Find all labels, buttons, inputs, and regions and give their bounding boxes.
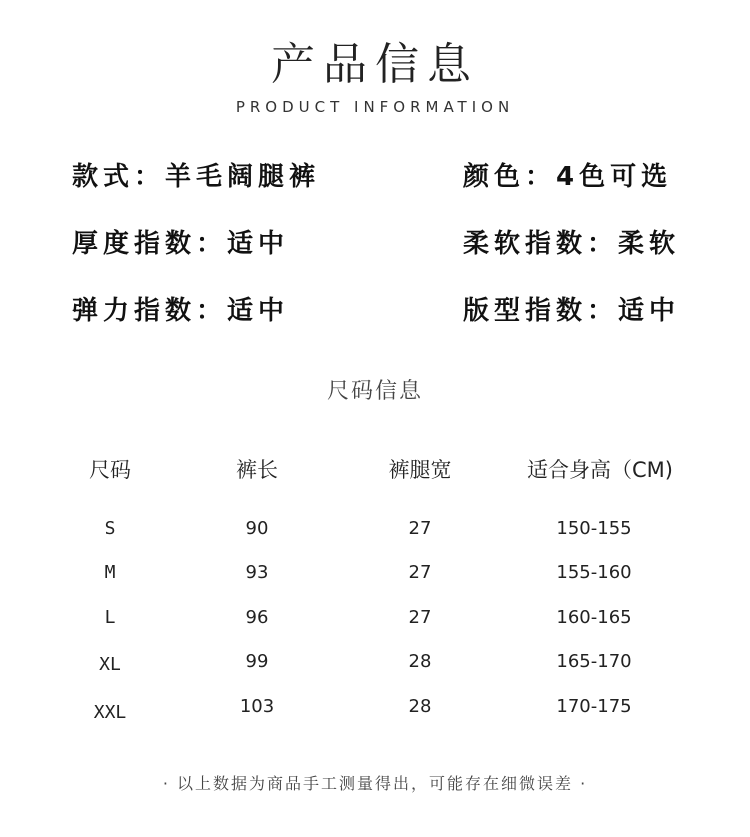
cell-size: XXL bbox=[93, 702, 127, 723]
header-size: 尺码 bbox=[89, 458, 131, 482]
cell-leg-width: 28 bbox=[408, 651, 432, 672]
info-thickness: 厚度指数：适中 bbox=[72, 229, 290, 259]
cell-size: L bbox=[104, 607, 116, 628]
cell-size: M bbox=[104, 562, 116, 583]
cell-height: 160-165 bbox=[556, 607, 632, 628]
cell-leg-width: 27 bbox=[408, 518, 432, 539]
cell-height: 170-175 bbox=[556, 696, 632, 717]
cell-leg-width: 27 bbox=[408, 607, 432, 628]
cell-height: 165-170 bbox=[556, 651, 632, 672]
header-leg-width: 裤腿宽 bbox=[388, 458, 452, 482]
size-section-title: 尺码信息 bbox=[326, 379, 423, 404]
cell-size: XL bbox=[99, 654, 121, 675]
cell-leg-width: 28 bbox=[408, 696, 432, 717]
footer-note: · 以上数据为商品手工测量得出，可能存在细微误差 · bbox=[162, 774, 588, 793]
cell-size: S bbox=[104, 518, 116, 539]
cell-height: 155-160 bbox=[556, 562, 632, 583]
info-softness: 柔软指数：柔软 bbox=[463, 229, 681, 259]
cell-length: 103 bbox=[239, 696, 275, 717]
cell-length: 90 bbox=[245, 518, 269, 539]
page-subtitle: PRODUCT INFORMATION bbox=[235, 98, 515, 116]
header-height: 适合身高（CM) bbox=[527, 458, 673, 482]
header-length: 裤长 bbox=[236, 458, 278, 482]
cell-length: 96 bbox=[245, 607, 269, 628]
page-title: 产品信息 bbox=[271, 39, 479, 90]
info-elasticity: 弹力指数：适中 bbox=[72, 296, 290, 326]
info-color: 颜色：4色可选 bbox=[463, 162, 673, 192]
cell-leg-width: 27 bbox=[408, 562, 432, 583]
info-style: 款式：羊毛阔腿裤 bbox=[72, 162, 321, 192]
cell-length: 99 bbox=[245, 651, 269, 672]
cell-length: 93 bbox=[245, 562, 269, 583]
info-fit: 版型指数：适中 bbox=[463, 296, 681, 326]
cell-height: 150-155 bbox=[556, 518, 632, 539]
